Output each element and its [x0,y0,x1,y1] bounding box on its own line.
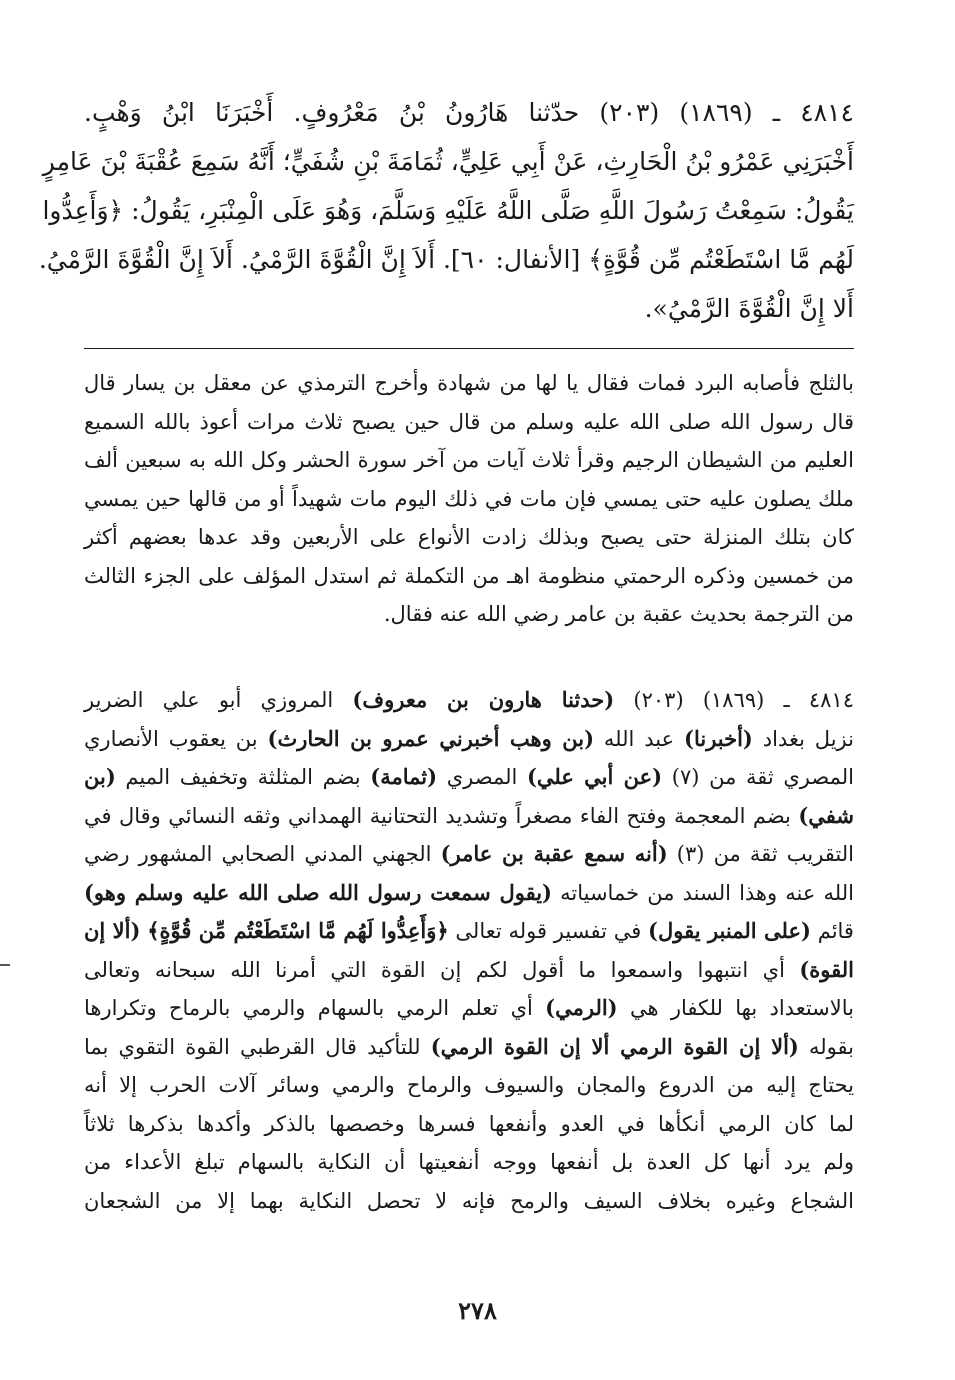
commentary-line: قال رسول الله صلى الله عليه وسلم من قال حين يصبح ثلاث مرات أعوذ بالله السميع [84,409,854,434]
commentary-text: بقوله [798,1034,854,1059]
commentary-line [84,681,854,720]
narrator-quote: (يقول سمعت رسول الله صلى الله عليه وسلم وهو) [84,879,552,905]
hadith-line: ٤٨١٤ ـ (١٨٦٩) (٢٠٣) حدّثنا هَارُونُ بْنُ مَعْرُوفٍ. أَخْبَرَنَا ابْنُ وَهْبٍ. [84,98,854,127]
narrator-quote: (بن وهب أخبرني عمرو بن الحارث) [267,725,595,751]
commentary-line: الشجاع وغيره بخلاف السيف والرمح فإنه لا تحصل النكاية بهما إلا من الشجعان [84,1188,854,1213]
commentary-text: المصري ثقة من (٧) [662,765,854,789]
narrator-quote: (حدثنا هارون بن معروف) [352,687,615,712]
commentary-line: من خمسين وذكره الرحمتي منظومة اهـ من التكملة ثم استدل المؤلف على الجزء الثالث [84,563,854,588]
hadith-commentary [84,681,854,1220]
commentary-line [84,912,854,951]
narrator-quote: (بن [84,764,116,789]
commentary-line [84,989,854,1028]
commentary-text: أي تعلم الرمي بالسهام والرمي بالرماح وتكرارها [84,996,546,1020]
commentary-text: بضم المثلثة وتخفيف الميم [115,765,371,789]
commentary-line: العليم من الشيطان الرجيم وقرأ ثلاث آيات من آخر سورة الحشر وكل الله به سبعين ألف [84,448,854,472]
commentary-line: كان بتلك المنزلة حتى يصبح وبذلك زادت الأنواع على الأربعين وقد عدها بعضهم أكثر [84,525,854,549]
hadith-line: أَلا إِنَّ الْقُوَّةَ الرَّمْيُ». [644,294,854,323]
commentary-line [84,797,854,836]
narrator-quote: (ألا إن القوة الرمي ألا إن القوة الرمي) [430,1033,799,1059]
commentary-text: للتأكيد قال القرطبي القوة التقوي بما [84,1034,431,1059]
narrator-quote: (الرمي) [545,995,618,1020]
margin-mark [0,964,10,966]
commentary-text: الله عنه وهذا السند من خماسياته [551,880,854,905]
commentary-text: التقريب ثقة من (٣) [667,842,854,866]
commentary-continuation [84,364,854,634]
commentary-text: الجهني المدني الصحابي المشهور رضي [84,842,441,866]
commentary-line: من الترجمة بحديث عقبة بن عامر رضي الله عنه فقال. [383,602,854,626]
commentary-text: المروزي أبو علي الضرير [84,688,353,712]
hadith-number: ٤٨١٤ ـ (١٨٦٩) (٢٠٣) [614,688,854,712]
narrator-quote: (عن أبي علي) [526,764,663,789]
commentary-line [84,758,854,797]
commentary-text: عبد الله [594,726,685,751]
commentary-line [84,1028,854,1067]
hadith-text [38,88,854,333]
narrator-quote: (على المنبر يقول) [648,918,811,943]
commentary-line [84,835,854,874]
narrator-quote: (أخبرنا) [684,725,753,751]
hadith-line: لَهُم مَّا اسْتَطَعْتُم مِّن قُوَّةٍ﴾ [الأنفال: ٦٠]. أَلاَ إِنَّ الْقُوَّةَ الرَّمْيُ. أَلاَ إِنَّ الْقُوَّةَ الرَّمْيُ. [38,245,854,274]
commentary-line: ولم يرد أنها كل العدة بل أنفعها ووجه أنفعيتها أن النكاية بالسهام تبلغ الأعداء من [84,1150,854,1174]
quran-verse: ﴿وَأَعِدُّوا لَهُم مَّا اسْتَطَعْتُم مِّن قُوَّةٍ﴾ [147,918,449,943]
commentary-text: بضم المعجمة وفتح الفاء مصغراً وتشديد التحتانية الهمداني وثقه النسائي وقال في [84,803,799,828]
commentary-line [84,720,854,759]
page-number: ٢٧٨ [458,1296,497,1325]
commentary-text: أي انتبهوا واسمعوا ما أقول لكم إن القوة التي أمرنا الله سبحانه وتعالى [84,957,800,982]
commentary-text: نزيل بغداد [752,726,854,751]
commentary-text: بالاستعداد بها للكفار هي [617,996,854,1020]
narrator-quote: القوة) [799,956,854,982]
commentary-text: المصري [437,765,527,789]
commentary-line [84,874,854,913]
commentary-line: ملك يصلون عليه حتى يمسي فإن مات في ذلك اليوم مات شهيداً أو من قالها حين يمسي [84,486,854,511]
commentary-line [84,951,854,990]
hadith-line: يَقُولُ: سَمِعْتُ رَسُولَ اللَّهِ صَلَّى اللَّهُ عَلَيْهِ وَسَلَّمَ، وَهُوَ عَلَى الْمِنْبَرِ، يَقُولُ: ﴿وَأَعِدُّوا [42,196,854,225]
hadith-line: أَخْبَرَنِي عَمْرُو بْنُ الْحَارِثِ، عَنْ أَبِي عَلِيٍّ، ثُمَامَةَ بْنِ شُفَيٍّ؛ أَنَّهُ سَمِعَ عُقْبَةَ بْنَ عَامِرٍ [42,147,854,176]
section-divider [84,348,854,349]
narrator-quote: شفي) [798,802,854,828]
narrator-quote: (أنه سمع عقبة بن عامر) [440,841,668,866]
commentary-line: لما كان الرمي أنكأها في العدو وأنفعها فسرها وخصصها بالذكر وأكدها بذكرها ثلاثاً [84,1111,854,1136]
commentary-text: في تفسير قوله تعالى [448,919,649,943]
commentary-line: يحتاج إليه من الدروع والمجان والسيوف والرماح والرمي وسائر آلات الحرب إلا أنه [84,1073,854,1097]
commentary-line: بالثلج فأصابه البرد فمات فقال يا لها من شهادة وأخرج الترمذي عن معقل بن يسار قال [84,371,854,395]
commentary-text: قائم [810,919,854,943]
narrator-quote: (ألا إن [84,918,141,943]
commentary-text: بن يعقوب الأنصاري [84,726,268,751]
narrator-quote: (ثمامة) [370,764,438,789]
